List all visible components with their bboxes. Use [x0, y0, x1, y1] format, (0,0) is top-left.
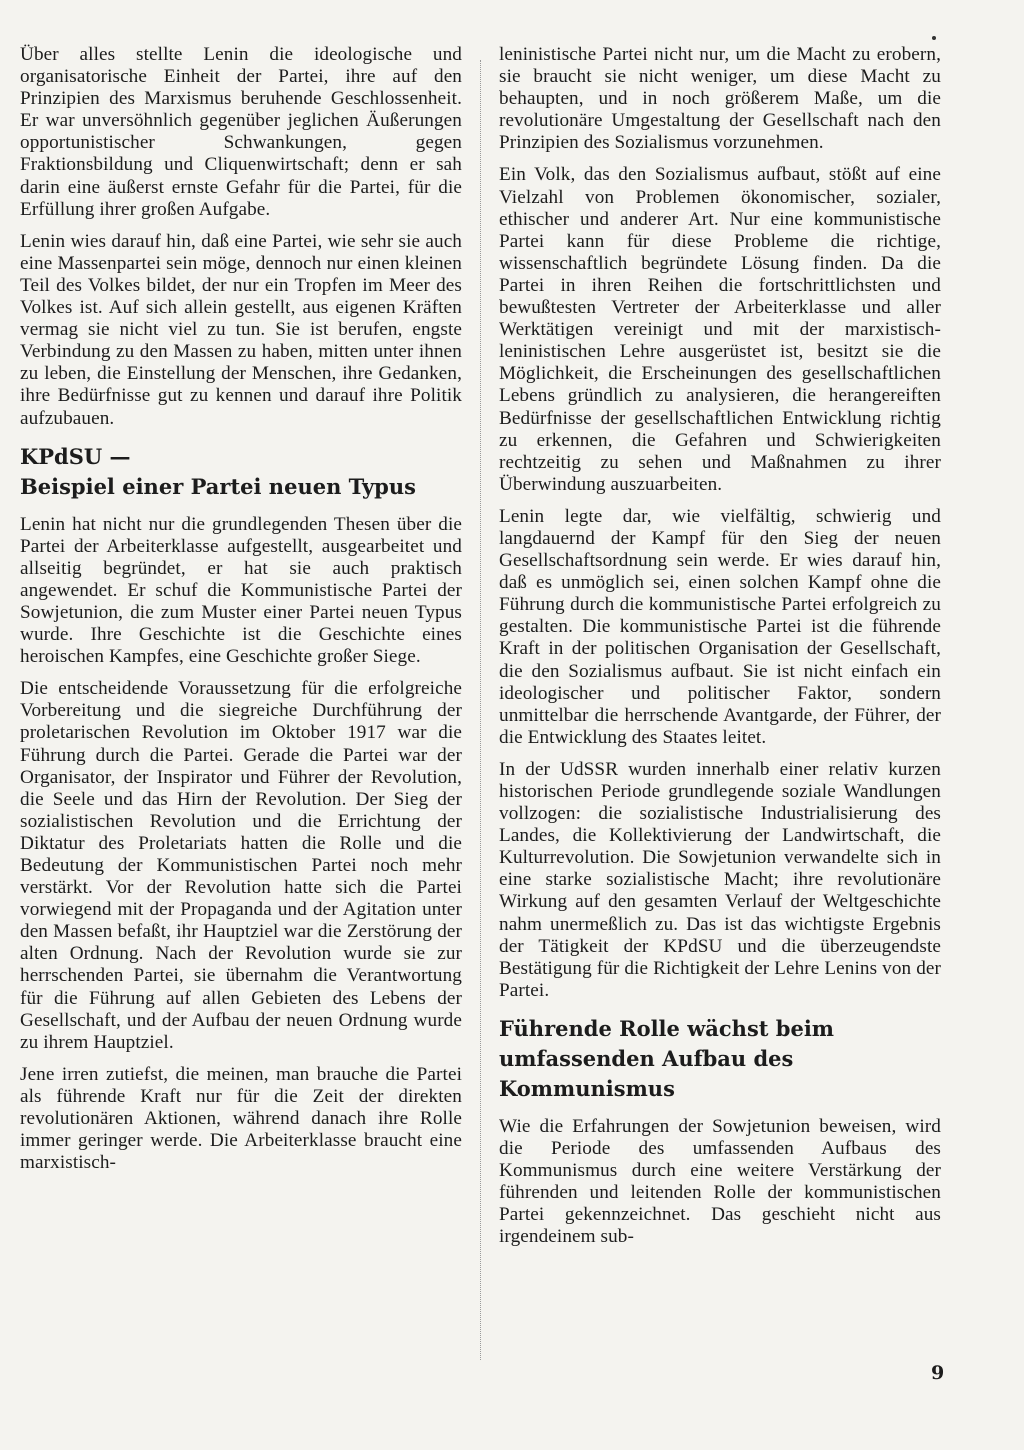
paragraph: Ein Volk, das den Sozialismus aufbaut, stößt auf eine Vielzahl von Problemen ökonomischer, sozialer, ethischer und anderer Art. Nur eine kommunistische Partei kann für diese Probleme die richtige, wissenschaftlich begründete Lösung finden. Da die Partei in ihren Reihen die fortschrittlichsten und bewußtesten Vertreter der Arbeiterklasse und aller Werktätigen vereinigt und mit der marxistisch-leninistischen Lehre ausgerüstet ist, besitzt sie die Möglichkeit, die Erscheinungen des gesellschaftlichen Lebens gründlich zu analysieren, die herangereiften Bedürfnisse der gesellschaftlichen Entwicklung richtig zu erkennen, die Gefahren und Schwierigkeiten rechtzeitig zu sehen und Maßnahmen zu ihrer Überwindung auszuarbeiten. [499, 164, 941, 495]
paragraph: Wie die Erfahrungen der Sowjetunion beweisen, wird die Periode des umfassenden Aufbaus des Kommunismus durch eine weitere Verstärkung der führenden und leitenden Rolle der kommunistischen Partei gekennzeichnet. Das geschieht nicht aus irgendeinem sub- [499, 1115, 941, 1248]
paragraph: Lenin hat nicht nur die grundlegenden Thesen über die Partei der Arbeiterklasse aufgestellt, ausgearbeitet und allseitig begründet, er hat sie auch praktisch angewendet. Er schuf die Kommunistische Partei der Sowjetunion, die zum Muster einer Partei neuen Typus wurde. Ihre Geschichte ist die Geschichte eines heroischen Kampfes, eine Geschichte großer Siege. [20, 513, 462, 668]
print-speck [932, 36, 936, 40]
paragraph: Über alles stellte Lenin die ideologische und organisatorische Einheit der Partei, ihre auf den Prinzipien des Marxismus beruhende Geschlossenheit. Er war unversöhnlich gegenüber jeglichen Äußerungen opportunistischer Schwankungen, gegen Fraktionsbildung und Cliquenwirtschaft; denn er sah darin eine äußerst ernste Gefahr für die Partei, für die Erfüllung ihrer großen Aufgabe. [20, 44, 462, 220]
section-heading-line: umfassenden Aufbau des Kommunismus [499, 1045, 794, 1101]
left-column [20, 44, 462, 1184]
section-heading-line: Führende Rolle wächst beim [499, 1015, 835, 1041]
page-number: 9 [931, 1362, 945, 1384]
paragraph: Die entscheidende Voraussetzung für die erfolgreiche Vorbereitung und die siegreiche Durchführung der proletarischen Revolution im Oktober 1917 war die Führung durch die Partei. Gerade die Partei war der Organisator, der Inspirator und Führer der Revolution, die Seele und das Hirn der Revolution. Der Sieg der sozialistischen Revolution und die Errichtung der Diktatur des Proletariats hatten die Rolle und die Bedeutung der Kommunistischen Partei noch mehr verstärkt. Vor der Revolution hatte sich die Partei vorwiegend mit der Propaganda und der Agitation unter den Massen befaßt, ihr Hauptziel war die Zerstörung der alten Ordnung. Nach der Revolution wurde sie zur herrschenden Partei, sie übernahm die Verantwortung für die Führung auf allen Gebieten des Lebens der Gesellschaft, und der Aufbau der neuen Ordnung wurde zu ihrem Hauptziel. [20, 678, 462, 1053]
section-heading-line: Beispiel einer Partei neuen Typus [20, 473, 416, 499]
paragraph: In der UdSSR wurden innerhalb einer relativ kurzen historischen Periode grundlegende soziale Wandlungen vollzogen: die sozialistische Industrialisierung des Landes, die Kollektivierung der Landwirtschaft, die Kulturrevolution. Die Sowjetunion verwandelte sich in eine starke sozialistische Macht; ihre revolutionäre Wirkung auf den gesamten Verlauf der Weltgeschichte nahm unermeßlich zu. Das ist das wichtigste Ergebnis der Tätigkeit der KPdSU und die überzeugendste Bestätigung für die Richtigkeit der Lehre Lenins von der Partei. [499, 758, 941, 1001]
section-heading-line: KPdSU — [20, 443, 131, 469]
paragraph: Lenin legte dar, wie vielfältig, schwierig und langdauernd der Kampf für den Sieg der neuen Gesellschaftsordnung sein werde. Er wies darauf hin, daß es unmöglich sei, einen solchen Kampf ohne die Führung durch die kommunistische Partei erfolgreich zu gestalten. Die kommunistische Partei ist die führende Kraft in der politischen Organisation der Gesellschaft, die den Sozialismus aufbaut. Sie ist nicht einfach ein ideologischer und politischer Faktor, sondern unmittelbar die herrschende Avantgarde, der Führer, der die Entwicklung des Staates leitet. [499, 505, 941, 748]
section-heading [499, 1014, 941, 1104]
section-heading [20, 442, 462, 502]
paragraph: Lenin wies darauf hin, daß eine Partei, wie sehr sie auch eine Massenpartei sein möge, dennoch nur einen kleinen Teil des Volkes bildet, der nur ein Tropfen im Meer des Volkes ist. Auf sich allein gestellt, aus eigenen Kräften vermag sie nicht viel zu tun. Sie ist berufen, engste Verbindung zu den Massen zu haben, mitten unter ihnen zu leben, die Einstellung der Menschen, ihre Gedanken, ihre Bedürfnisse gut zu kennen und darauf ihre Politik aufzubauen. [20, 230, 462, 429]
column-divider [480, 60, 481, 1360]
right-column [499, 44, 941, 1259]
paragraph: Jene irren zutiefst, die meinen, man brauche die Partei als führende Kraft nur für die Zeit der direkten revolutionären Aktionen, während danach ihre Rolle immer geringer werde. Die Arbeiterklasse braucht eine marxistisch- [20, 1063, 462, 1174]
paragraph: leninistische Partei nicht nur, um die Macht zu erobern, sie braucht sie nicht weniger, um diese Macht zu behaupten, und in noch größerem Maße, um die revolutionäre Umgestaltung der Gesellschaft nach den Prinzipien des Sozialismus vorzunehmen. [499, 44, 941, 154]
